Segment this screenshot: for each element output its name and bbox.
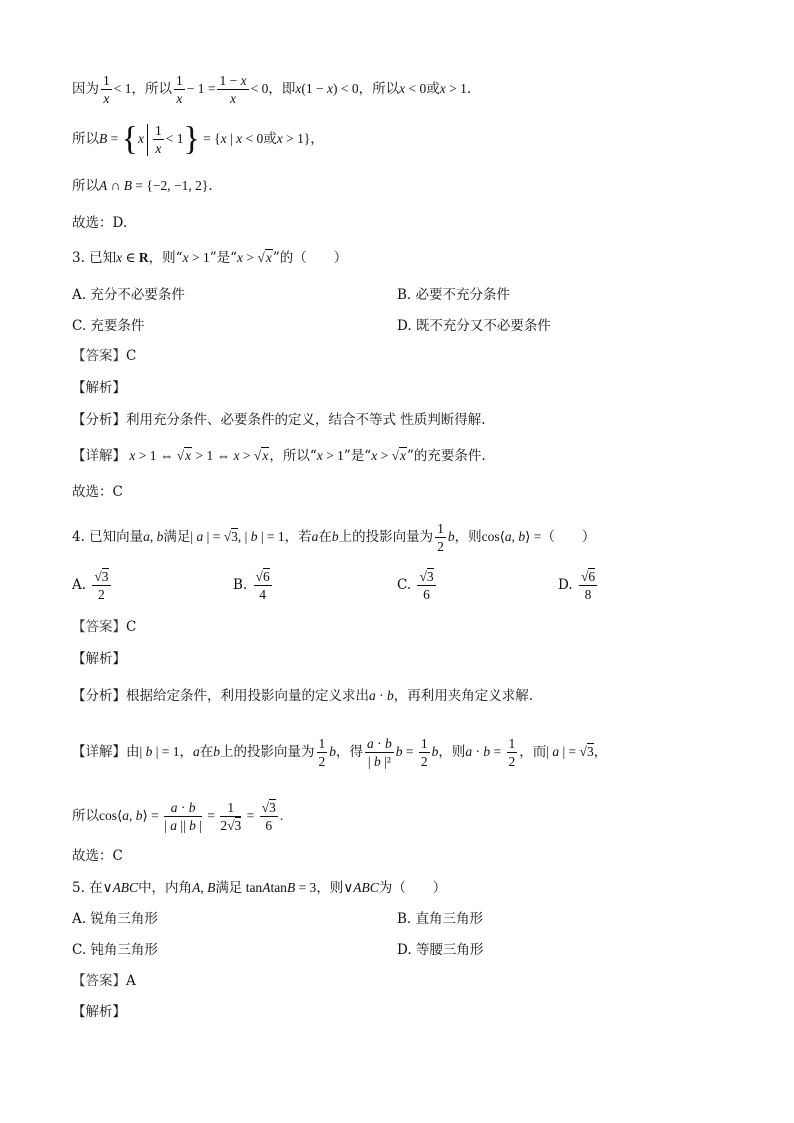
text: （ ） bbox=[541, 529, 596, 545]
text: ，则 bbox=[316, 880, 344, 896]
question-5-option-a: A. 锐角三角形 bbox=[72, 911, 158, 927]
option-denominator: 6 bbox=[423, 587, 430, 602]
question-5-analysis-label: 【解析】 bbox=[72, 1004, 126, 1020]
text: ，所以 bbox=[358, 81, 400, 97]
text: ”的（ ） bbox=[272, 250, 348, 266]
text: 所以 bbox=[72, 808, 99, 824]
text: . bbox=[466, 81, 472, 97]
question-3-detail: 【详解】 x > 1 ⇔ √x > 1 ⇔ x > √x，所以“x > 1”是“x > √x”的充要条件. bbox=[72, 448, 486, 464]
text: 因为 bbox=[72, 81, 99, 97]
text: 中，内角 bbox=[138, 880, 193, 896]
question-4-option-a: A. $\frac{√3}{2}$ bbox=[72, 569, 109, 602]
question-4-analysis-label: 【解析】 bbox=[72, 651, 126, 667]
answer-value: C bbox=[126, 619, 137, 635]
question-3-option-c: C. 充要条件 bbox=[72, 318, 145, 334]
answer-value: C bbox=[126, 348, 137, 364]
fraction: $\frac{1}{x}$ bbox=[176, 73, 183, 106]
question-3-stem: 3. 已知x ∈ R，则“x > 1”是“x > √x”的（ ） bbox=[72, 250, 348, 266]
text: ”的充要条件. bbox=[406, 448, 486, 464]
text: 所以 bbox=[72, 131, 99, 147]
question-5-option-c: C. 钝角三角形 bbox=[72, 942, 158, 958]
question-3-analysis-label: 【解析】 bbox=[72, 380, 126, 396]
option-label: D. bbox=[558, 577, 573, 593]
fraction: $\frac{1 - x}{x}$ bbox=[219, 73, 247, 106]
question-4-select: 故选：C bbox=[72, 848, 123, 864]
question-4-fenxi: 【分析】根据给定条件，利用投影向量的定义求出a · b，再利用夹角定义求解. bbox=[72, 688, 534, 704]
question-4-option-c: C. $\frac{√3}{6}$ bbox=[397, 569, 434, 602]
fenxi-text: 利用充分条件、必要条件的定义，结合不等式 性质判断得解. bbox=[126, 412, 486, 428]
text: ，再利用夹角定义求解. bbox=[393, 688, 534, 704]
text: 上的投影向量为 bbox=[220, 744, 315, 760]
text: 所以 bbox=[72, 178, 99, 194]
question-3-option-a: A. 充分不必要条件 bbox=[72, 287, 185, 303]
option-denominator: 8 bbox=[584, 587, 592, 602]
option-denominator: 2 bbox=[98, 587, 105, 602]
fraction: $\frac{1}{x}$ bbox=[103, 73, 110, 106]
question-5-answer bbox=[72, 971, 136, 991]
text: ，则 bbox=[438, 744, 466, 760]
option-label: B. bbox=[233, 577, 248, 593]
select-answer: 故选：D. bbox=[72, 215, 128, 231]
text: ，得 bbox=[336, 744, 364, 760]
question-3-fenxi bbox=[72, 410, 486, 430]
answer-value: A bbox=[126, 973, 136, 989]
solution-line-2: 所以B = {x $\frac{1}{x}$ < 1} = {x | x < 0或x > 1}， bbox=[72, 120, 324, 158]
text: ， bbox=[179, 744, 194, 760]
solution-line-3: 所以A ∩ B = {−2, −1, 2}. bbox=[72, 178, 213, 194]
text: ，所以“ bbox=[269, 448, 317, 464]
text: 由 bbox=[126, 744, 140, 760]
text: 在 bbox=[199, 744, 214, 760]
text: ，则 bbox=[454, 529, 482, 545]
text: 或 bbox=[263, 131, 277, 147]
option-denominator: 4 bbox=[259, 587, 266, 602]
text: 5. 在 bbox=[72, 880, 103, 896]
question-4-option-b: B. $\frac{√6}{4}$ bbox=[233, 569, 270, 602]
answer-label: 【答案】 bbox=[72, 348, 126, 364]
question-4-stem: 4. 已知向量a, b满足| a | = √3, | b | = 1，若a在b上的投影向量为 $\frac{1}{2}$ b，则cos⟨a, b⟩ =（ ） bbox=[72, 521, 596, 554]
answer-label: 【答案】 bbox=[72, 973, 126, 989]
text: 4. 已知向量 bbox=[72, 529, 144, 545]
detail-label: 【详解】 bbox=[72, 744, 126, 760]
option-label: C. bbox=[397, 577, 412, 593]
text: . bbox=[208, 178, 213, 194]
option-numerator: 3 bbox=[101, 569, 109, 584]
text: ，而 bbox=[519, 744, 547, 760]
question-4-option-d: D. $\frac{√6}{8}$ bbox=[558, 569, 596, 602]
question-4-answer bbox=[72, 617, 136, 637]
question-3-option-b: B. 必要不充分条件 bbox=[397, 287, 511, 303]
question-4-detail: 【详解】由| b | = 1，a在b上的投影向量为 $\frac{1}{2}$ b，得 $\frac{a \cdot b}{\text{| b |²}}$ b = $\frac{1}{2}$ b，则a · b = $\frac{1}{2}$ ，而| a | = √3， bbox=[72, 736, 608, 769]
text: 满足 bbox=[163, 529, 191, 545]
question-5-stem: 5. 在∨ABC中，内角A, B满足 tanAtanB = 3，则∨ABC为（ ） bbox=[72, 880, 447, 896]
option-label: A. bbox=[72, 577, 87, 593]
fenxi-label: 【分析】 bbox=[72, 412, 126, 428]
answer-label: 【答案】 bbox=[72, 619, 126, 635]
question-3-answer bbox=[72, 346, 136, 366]
text: ”是“ bbox=[209, 250, 238, 266]
option-numerator: 3 bbox=[426, 569, 434, 584]
question-3-option-d: D. 既不充分又不必要条件 bbox=[397, 318, 551, 334]
text: ”是“ bbox=[343, 448, 372, 464]
option-numerator: 6 bbox=[588, 569, 596, 584]
text: 满足 bbox=[215, 880, 243, 896]
option-numerator: 6 bbox=[262, 569, 270, 584]
question-4-detail-2: 所以cos⟨a, b⟩ = $\frac{a \cdot b}{| a || b |}$ = $\frac{1}{2√3}$ = $\frac{√3}{6}$ . bbox=[72, 800, 284, 833]
fenxi-label: 【分析】 bbox=[72, 688, 126, 704]
text: 3. 已知 bbox=[72, 250, 117, 266]
text: 上的投影向量为 bbox=[338, 529, 434, 545]
text: 根据给定条件，利用投影向量的定义求出 bbox=[126, 688, 369, 704]
detail-label: 【详解】 bbox=[72, 448, 126, 464]
text: ，即 bbox=[268, 81, 296, 97]
solution-line-1: 因为 $\frac{1}{x}$ < 1，所以 $\frac{1}{x}$ − 1 = $\frac{1 - x}{x}$ < 0，即x(1 − x) < 0，所以x < 0或x > 1. bbox=[72, 73, 472, 106]
fraction: $\frac{1}{x}$ bbox=[154, 123, 162, 156]
text: ，若 bbox=[284, 529, 312, 545]
text: 或 bbox=[426, 81, 440, 97]
question-5-option-d: D. 等腰三角形 bbox=[397, 942, 484, 958]
question-5-option-b: B. 直角三角形 bbox=[397, 911, 484, 927]
fraction: $\frac{1}{2}$ bbox=[437, 521, 444, 554]
text: ，所以 bbox=[131, 81, 172, 97]
text: 在 bbox=[318, 529, 332, 545]
question-3-select: 故选：C bbox=[72, 484, 123, 500]
text: ，则“ bbox=[148, 250, 183, 266]
text: 为（ ） bbox=[378, 880, 447, 896]
